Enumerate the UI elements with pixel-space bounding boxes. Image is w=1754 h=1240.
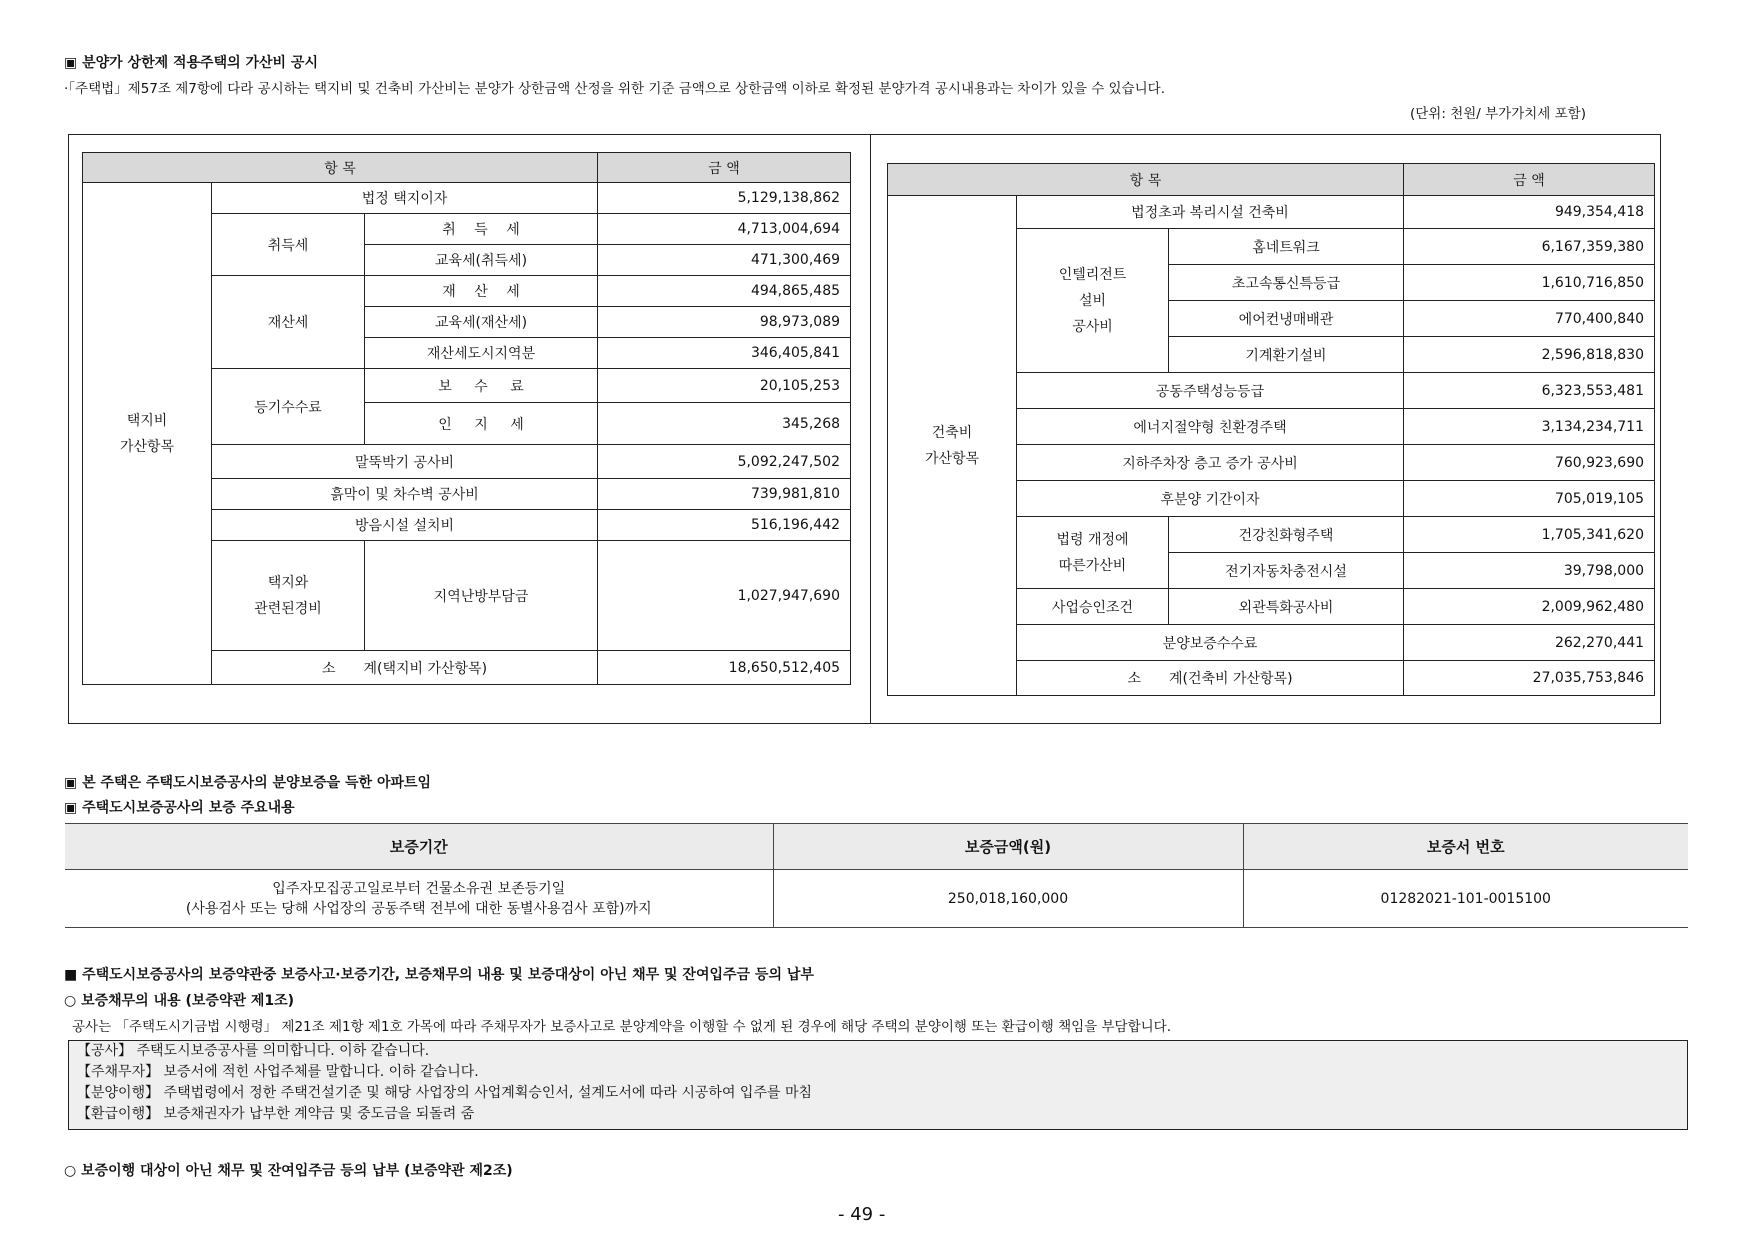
build-subgroup-label: 인텔리전트 설비 공사비 [1017, 229, 1169, 373]
build-row-amount: 1,610,716,850 [1404, 265, 1655, 301]
land-row-label: 재산세도시지역분 [365, 338, 598, 369]
build-subtotal-amount: 27,035,753,846 [1404, 661, 1655, 696]
land-row-amount: 471,300,469 [598, 245, 851, 276]
build-row-amount: 39,798,000 [1404, 553, 1655, 589]
land-subtotal-amount: 18,650,512,405 [598, 651, 851, 685]
build-row-amount: 3,134,234,711 [1404, 409, 1655, 445]
build-row-label: 지하주차장 층고 증가 공사비 [1017, 445, 1404, 481]
guarantee-period-cell [65, 870, 773, 928]
page-number: - 49 - [838, 1204, 886, 1225]
land-row-label: 보 수 료 [365, 369, 598, 403]
guarantee-period-line1: 입주자모집공고일로부터 건물소유권 보존등기일 [272, 880, 566, 897]
land-subgroup-label: 취득세 [212, 214, 365, 276]
land-row-label: 교육세(취득세) [365, 245, 598, 276]
build-row-label: 에너지절약형 친환경주택 [1017, 409, 1404, 445]
land-row-amount: 4,713,004,694 [598, 214, 851, 245]
land-row-amount: 516,196,442 [598, 510, 851, 541]
guarantee-amount: 250,018,160,000 [773, 870, 1243, 928]
subsection-non-covered-debts: ○ 보증이행 대상이 아닌 채무 및 잔여입주금 등의 납부 (보증약관 제2조) [64, 1163, 513, 1179]
guarantee-header-period: 보증기간 [65, 824, 773, 870]
land-row-amount: 739,981,810 [598, 479, 851, 510]
land-row-amount: 1,027,947,690 [598, 541, 851, 651]
obligation-description: 공사는 「주택도시기금법 시행령」 제21조 제1항 제1호 가목에 따라 주채무자가 보증사고로 분양계약을 이행할 수 없게 된 경우에 해당 주택의 분양이행 또는 환급이행 책임을 부담합니다. [72, 1019, 1172, 1035]
definition-line: 【공사】 주택도시보증공사를 의미합니다. 이하 같습니다. [77, 1043, 430, 1059]
build-subgroup-label: 법령 개정에 따른가산비 [1017, 517, 1169, 589]
build-row-amount: 949,354,418 [1404, 196, 1655, 229]
land-row-amount: 5,129,138,862 [598, 183, 851, 214]
land-subgroup-label: 택지와 관련된경비 [212, 541, 365, 651]
build-header-item: 항 목 [888, 164, 1404, 196]
land-row-amount: 345,268 [598, 403, 851, 445]
build-row-amount: 262,270,441 [1404, 625, 1655, 661]
build-row-label: 건강친화형주택 [1169, 517, 1404, 553]
land-row-amount: 346,405,841 [598, 338, 851, 369]
land-row-label: 방음시설 설치비 [212, 510, 598, 541]
land-cost-table [82, 152, 851, 685]
build-row-amount: 6,323,553,481 [1404, 373, 1655, 409]
definitions-box [68, 1040, 1688, 1130]
land-row-label: 취 득 세 [365, 214, 598, 245]
land-row-label: 말뚝박기 공사비 [212, 445, 598, 479]
build-row-amount: 2,596,818,830 [1404, 337, 1655, 373]
build-row-label: 에어컨냉매배관 [1169, 301, 1404, 337]
build-row-label: 공동주택성능등급 [1017, 373, 1404, 409]
land-row-amount: 5,092,247,502 [598, 445, 851, 479]
subsection-obligation-content: ○ 보증채무의 내용 (보증약관 제1조) [64, 993, 295, 1009]
build-row-amount: 760,923,690 [1404, 445, 1655, 481]
build-row-amount: 770,400,840 [1404, 301, 1655, 337]
land-header-item: 항 목 [83, 153, 598, 183]
build-row-label: 전기자동차충전시설 [1169, 553, 1404, 589]
section-title-guarantee-summary: ▣ 주택도시보증공사의 보증 주요내용 [64, 800, 295, 816]
land-row-label: 재 산 세 [365, 276, 598, 307]
definition-line: 【주채무자】 보증서에 적힌 사업주체를 말합니다. 이하 같습니다. [77, 1064, 479, 1080]
land-row-amount: 20,105,253 [598, 369, 851, 403]
land-row-amount: 98,973,089 [598, 307, 851, 338]
land-header-amount: 금 액 [598, 153, 851, 183]
build-row-label: 홈네트워크 [1169, 229, 1404, 265]
section-title-guarantee-terms: ■ 주택도시보증공사의 보증약관중 보증사고·보증기간, 보증채무의 내용 및 보증대상이 아닌 채무 및 잔여입주금 등의 납부 [64, 967, 814, 983]
build-header-amount: 금 액 [1404, 164, 1655, 196]
land-subgroup-label: 등기수수료 [212, 369, 365, 445]
guarantee-header-amount: 보증금액(원) [773, 824, 1243, 870]
build-row-label: 후분양 기간이자 [1017, 481, 1404, 517]
build-row-label: 외관특화공사비 [1169, 589, 1404, 625]
land-row-amount: 494,865,485 [598, 276, 851, 307]
build-row-amount: 705,019,105 [1404, 481, 1655, 517]
build-group-label: 건축비 가산항목 [888, 196, 1017, 696]
land-row-label: 법정 택지이자 [212, 183, 598, 214]
land-group-label: 택지비 가산항목 [83, 183, 212, 685]
guarantee-header-number: 보증서 번호 [1243, 824, 1688, 870]
definition-line: 【환급이행】 보증채권자가 납부한 계약금 및 중도금을 되돌려 줌 [77, 1106, 475, 1122]
unit-label: (단위: 천원/ 부가가치세 포함) [1410, 106, 1586, 122]
build-row-label: 법정초과 복리시설 건축비 [1017, 196, 1404, 229]
land-row-label: 흙막이 및 차수벽 공사비 [212, 479, 598, 510]
build-subtotal-label: 소 계(건축비 가산항목) [1017, 661, 1404, 696]
guarantee-number: 01282021-101-0015100 [1243, 870, 1688, 928]
build-row-label: 분양보증수수료 [1017, 625, 1404, 661]
guarantee-period-line2: (사용검사 또는 당해 사업장의 공동주택 전부에 대한 동별사용검사 포함)까지 [185, 900, 652, 917]
land-row-label: 교육세(재산세) [365, 307, 598, 338]
land-subgroup-label: 재산세 [212, 276, 365, 369]
section-title-guarantee-apartment: ▣ 본 주택은 주택도시보증공사의 분양보증을 득한 아파트임 [64, 775, 432, 791]
build-subgroup-label: 사업승인조건 [1017, 589, 1169, 625]
build-row-amount: 2,009,962,480 [1404, 589, 1655, 625]
land-row-label: 지역난방부담금 [365, 541, 598, 651]
land-row-label: 인 지 세 [365, 403, 598, 445]
frame-divider [870, 134, 871, 723]
land-subtotal-label: 소 계(택지비 가산항목) [212, 651, 598, 685]
section-title-addon-costs: ▣ 분양가 상한제 적용주택의 가산비 공시 [64, 55, 318, 71]
build-row-amount: 1,705,341,620 [1404, 517, 1655, 553]
build-row-label: 기계환기설비 [1169, 337, 1404, 373]
build-row-label: 초고속통신특등급 [1169, 265, 1404, 301]
addon-costs-note: ·「주택법」제57조 제7항에 다라 공시하는 택지비 및 건축비 가산비는 분양가 상한금액 산정을 위한 기준 금액으로 상한금액 이하로 확정된 분양가격 공시내용과는 차이가 있을 수 있습니다. [64, 81, 1165, 97]
building-cost-table [887, 163, 1655, 696]
guarantee-table [65, 823, 1688, 928]
definition-line: 【분양이행】 주택법령에서 정한 주택건설기준 및 해당 사업장의 사업계획승인서, 설계도서에 따라 시공하여 입주를 마침 [77, 1085, 813, 1101]
build-row-amount: 6,167,359,380 [1404, 229, 1655, 265]
